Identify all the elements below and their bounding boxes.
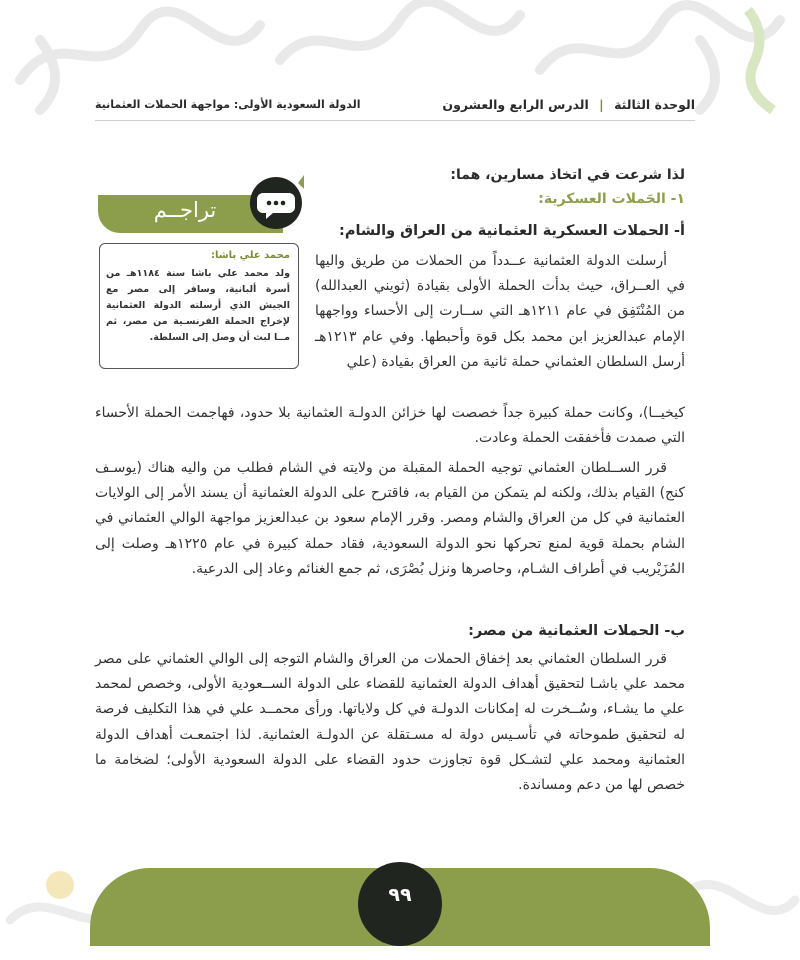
section-a-paragraph-1-continued: كيخيــا)، وكانت حملة كبيرة جداً خصصت لها خزائن الدولـة العثمانية بلا حدود، فهاجمت الحملة الأحساء التي صمدت فأخفقت الحملة وعادت.: [95, 405, 685, 447]
section-a-heading: أ- الحملات العسكرية العثمانية من العراق والشام:: [339, 223, 685, 239]
section-b-heading: ب- الحملات العثمانية من مصر:: [468, 623, 685, 639]
intro-line: لذا شرعت في اتخاذ مسارين، هما:: [450, 167, 685, 183]
biography-text: ولد محمد علي باشا سنة ١١٨٤هـ من أسرة ألبانية، وسافر إلى مصر مع الجيش الذي أرسلته الدولة العثمانية لإخراج الحملة الفرنسـية من مصر، ثم مــا لبث أن وصل إلى السلطة.: [106, 268, 290, 343]
intro-subheading: ١- الحَملات العسكرية:: [538, 191, 685, 207]
biography-box: [99, 243, 299, 369]
chat-bubble-icon: [248, 175, 304, 231]
header-topic: الدولة السعودية الأولى: مواجهة الحملات العثمانية: [95, 98, 361, 111]
header-divider: [95, 120, 695, 121]
page-number: ٩٩: [388, 884, 412, 906]
page-header: [95, 97, 695, 119]
section-b-paragraph: قرر السلطان العثماني بعد إخفاق الحملات من العراق والشام التوجه إلى الوالي العثماني على مصر محمد علي باشـا لتحقيق أهداف الدولة العثمانية للقضاء على الدولة الســعودية الأولى، وخصص لمحمد علي ما يشـاء، وسُــخرت له إمكانات الدولـة في كل ولاياتها. ورأى محمــد علي في هذا التكليف فرصة له لتحقيق طموحاته في تأسـيس دولة له مسـتقلة عن الدولـة العثمانية. لذا اجتمعـت أهداف الدولة العثمانية ومحمد علي لتشـكل قوة تجاوزت حدود القضاء على الدولة السعودية الأولى؛ لضخامة ما خصص لها من دعم ومساندة.: [95, 651, 685, 794]
header-lesson: الدرس الرابع والعشرون: [442, 97, 589, 112]
biography-title: محمد علي باشا:: [211, 250, 290, 261]
header-unit: الوحدة الثالثة: [614, 97, 695, 112]
intro-block: [345, 163, 685, 211]
section-a-paragraph-2: قرر الســلطان العثماني توجيه الحملة المقبلة من ولايته في الشام فطلب من واليه هناك (يوسـف كنج) القيام بذلك، ولكنه لم يتمكن من القيام به، فاقترح على الدولة العثمانية أن يسند الأمر إلى الولايات العثمانية في كل من العراق والشام ومصر. وقرر الإمام سعود بن عبدالعزيز مواجهة الوالي العثماني في الشام بحملة قوية لمنع تحركها نحو الدولة السعودية، فقاد حملة كبيرة في عام ١٢٢٥هـ وصلت إلى المُزَيْريب في أطراف الشـام، وحاصرها ونزل بُصْرَى، ثم جمع الغنائم وعاد إلى الدرعية.: [95, 460, 685, 577]
header-separator: |: [599, 97, 604, 112]
header-unit-lesson: [442, 97, 695, 112]
biographies-label: تراجــم: [153, 198, 217, 222]
section-a-paragraph-1: أرسلت الدولة العثمانية عــدداً من الحملات من طريق واليها في العــراق، حيث بدأت الحملة الأولى بقيادة (ثويني العبدالله) من المُنْتَفِق في عام ١٢١١هـ التي ســارت إلى الأحساء وواجهها الإمام عبدالعزيز ابن محمد بكل قوة وأحبطها. وفي عام ١٢١٣هـ أرسل السلطان العثماني حملة ثانية من العراق بقيادة (علي: [315, 253, 686, 370]
